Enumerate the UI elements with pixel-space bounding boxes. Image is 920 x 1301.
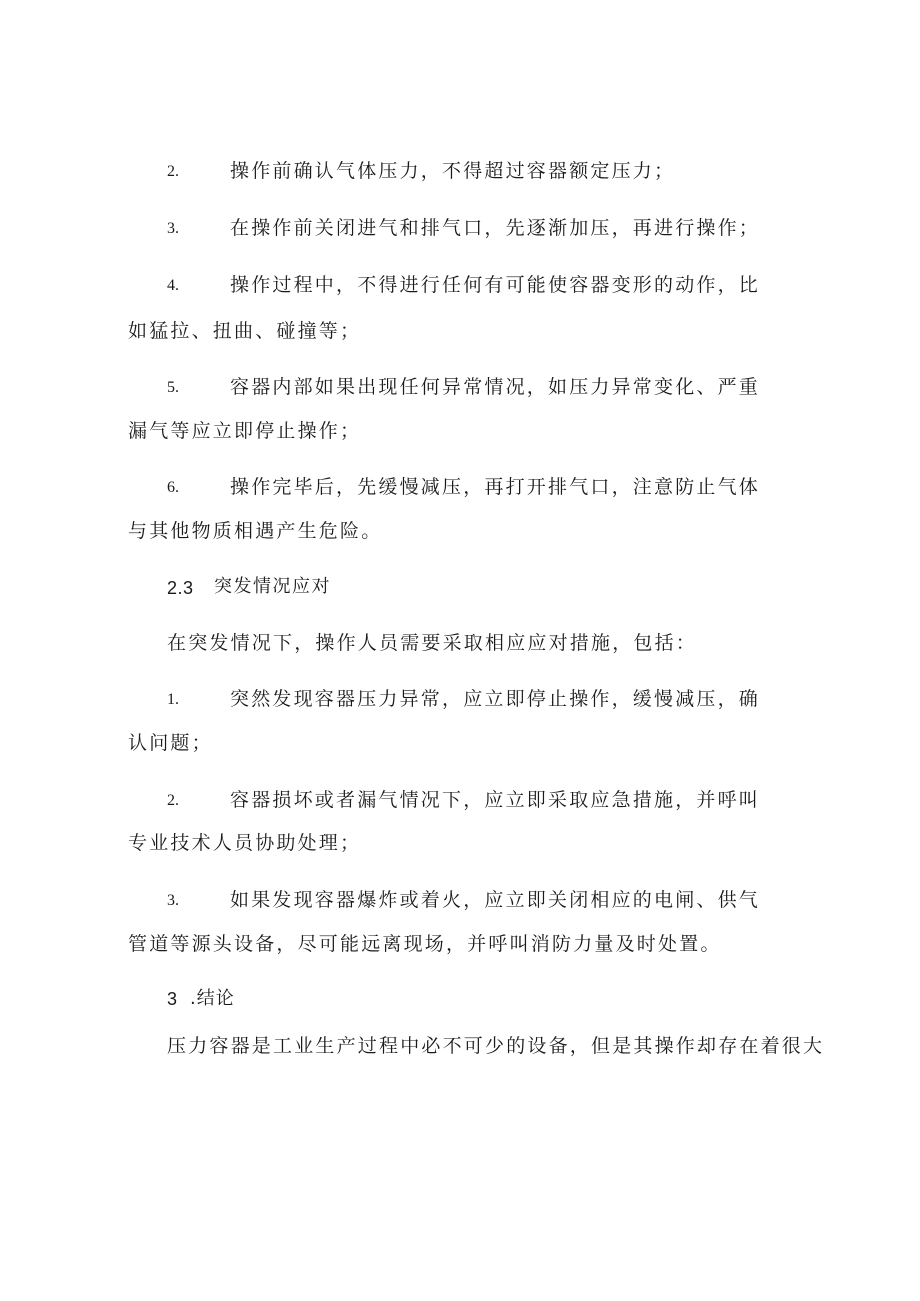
list-item-text: 突然发现容器压力异常，应立即停止操作，缓慢减压，确 (230, 688, 761, 710)
list-item-number: 3. (167, 220, 179, 237)
list-item-text-continued: 专业技术人员协助处理； (128, 832, 362, 854)
list-item-text-continued: 与其他物质相遇产生危险。 (128, 520, 383, 542)
list-item-text: 操作前确认气体压力，不得超过容器额定压力； (230, 160, 676, 182)
list-item-text: 如果发现容器爆炸或着火，应立即关闭相应的电闸、供气 (230, 889, 761, 911)
list-item-text: 操作过程中，不得进行任何有可能使容器变形的动作，比 (230, 274, 761, 296)
list-item-text-continued: 管道等源头设备，尽可能远离现场，并呼叫消防力量及时处置。 (128, 933, 722, 955)
list-item-text: 在操作前关闭进气和排气口，先逐渐加压，再进行操作； (230, 217, 761, 239)
list-item-text-continued: 认问题； (128, 732, 213, 754)
list-item-number: 3. (167, 892, 179, 909)
list-item-number: 2. (167, 792, 179, 809)
list-item-number: 5. (167, 379, 179, 396)
list-item-number: 2. (167, 163, 179, 180)
list-item-number: 4. (167, 277, 179, 294)
section-number: 3 (167, 989, 178, 1009)
intro-paragraph: 在突发情况下，操作人员需要采取相应应对措施，包括： (167, 632, 698, 654)
section-number: 2.3 (167, 578, 194, 598)
list-item-text: 容器损坏或者漏气情况下，应立即采取应急措施，并呼叫 (230, 789, 761, 811)
list-item-text-continued: 如猛拉、扭曲、碰撞等； (128, 320, 362, 342)
conclusion-paragraph: 压力容器是工业生产过程中必不可少的设备，但是其操作却存在着很大 (167, 1035, 825, 1057)
list-item-text: 容器内部如果出现任何异常情况，如压力异常变化、严重 (230, 376, 761, 398)
list-item-text-continued: 漏气等应立即停止操作； (128, 420, 362, 442)
section-title: 突发情况应对 (214, 576, 331, 597)
list-item-number: 6. (167, 479, 179, 496)
list-item-number: 1. (167, 691, 179, 708)
list-item-text: 操作完毕后，先缓慢减压，再打开排气口，注意防止气体 (230, 476, 761, 498)
section-title: .结论 (190, 988, 235, 1009)
